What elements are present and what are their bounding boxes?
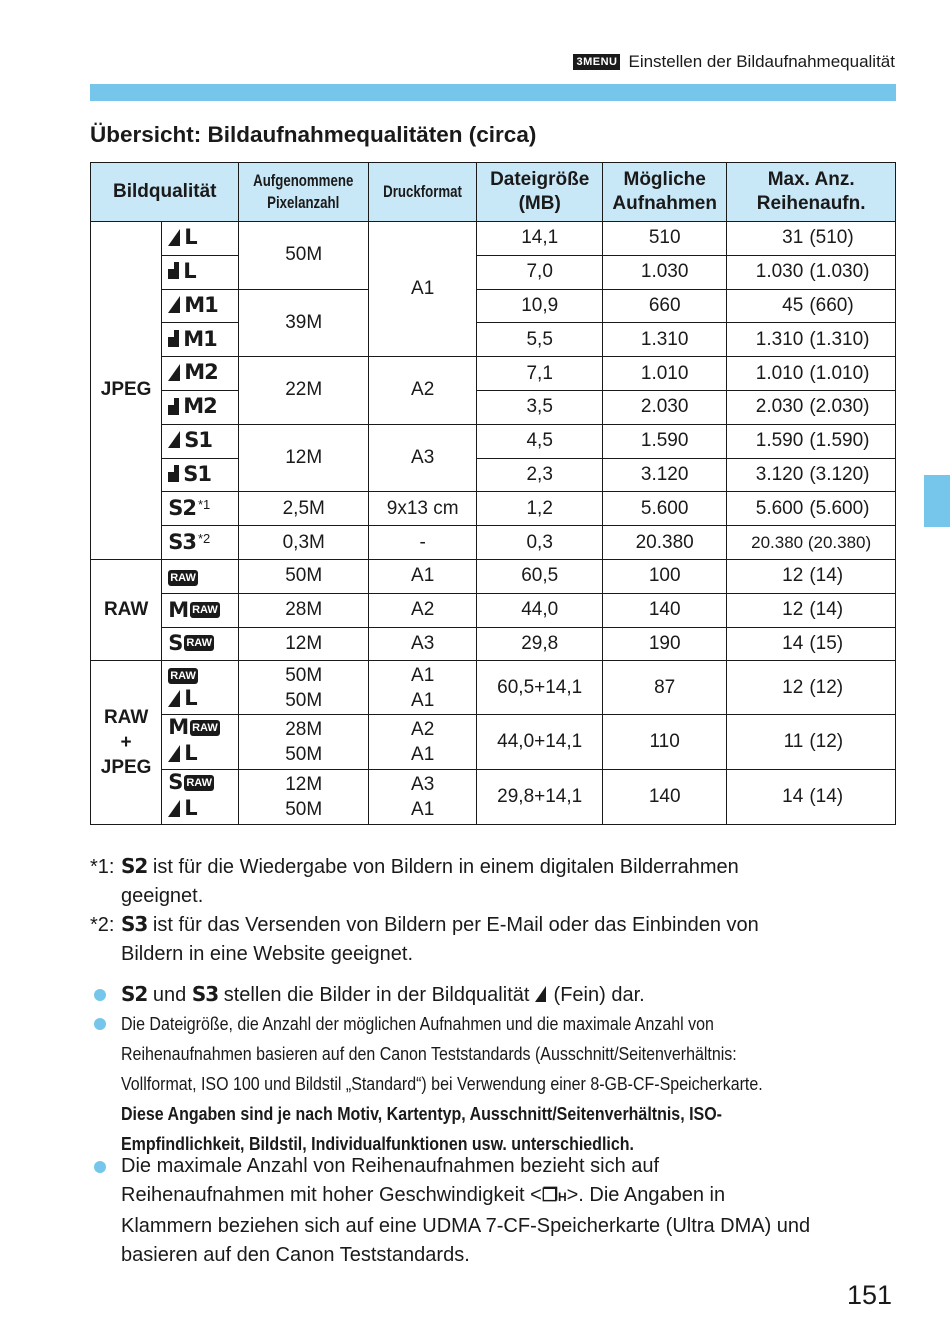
quality-icon-sraw-large-fine: S RAW L xyxy=(162,770,239,825)
burst-cell: 12 (14) xyxy=(727,593,896,627)
size-cell: 5,5 xyxy=(477,323,603,357)
col-header-size: Dateigröße (MB) xyxy=(477,163,603,222)
quality-icon-m2-fine: M2 xyxy=(162,357,239,391)
print-cell: A3 A1 xyxy=(368,770,476,825)
burst-cell: 31 (510) xyxy=(727,222,896,256)
col-header-burst: Max. Anz. Reihenaufn. xyxy=(727,163,896,222)
burst-cell: 2.030 (2.030) xyxy=(727,390,896,424)
burst-cell: 12 (12) xyxy=(727,661,896,715)
shots-cell: 110 xyxy=(603,715,727,770)
normal-icon xyxy=(168,398,179,415)
burst-cell: 3.120 (3.120) xyxy=(727,458,896,492)
footnote-1: *1: S2 ist für die Wiedergabe von Bildern in einem digitalen Bilderrahmen geeignet. xyxy=(90,854,739,907)
table-row xyxy=(91,661,896,715)
table-row xyxy=(91,289,896,323)
pixels-cell: 12M xyxy=(239,627,368,661)
pixels-cell: 12M 50M xyxy=(239,770,368,825)
bullet-icon xyxy=(94,989,106,1001)
header-title: Einstellen der Bildaufnahmequalität xyxy=(628,52,895,71)
section-title: Übersicht: Bildaufnahmequalitäten (circa) xyxy=(90,122,537,147)
shots-cell: 190 xyxy=(603,627,727,661)
print-cell: A2 A1 xyxy=(368,715,476,770)
raw-icon: RAW xyxy=(186,637,212,650)
table-row xyxy=(91,770,896,825)
bullet-2: Die Dateigröße, die Anzahl der möglichen Aufnahmen und die maximale Anzahl von Reihenaufnahmen basieren auf den Canon Teststandards (Ausschnitt/Seitenverhältnis: Vollformat, ISO 100 und Bildstil „Standard“) bei Verwendung einer 8-GB-CF-Speicherkarte. Diese Angaben sind je nach Motiv, Kartentyp, Ausschnitt/Seitenverhältnis, ISO- Empfindlichkeit, Bildstil, Individualfunktionen usw. unterschiedlich. xyxy=(90,1009,890,1159)
table-row xyxy=(91,255,896,289)
burst-cell: 1.310 (1.310) xyxy=(727,323,896,357)
s3-icon: S3 xyxy=(121,912,148,936)
pixels-cell: 50M 50M xyxy=(239,661,368,715)
pixels-cell: 28M 50M xyxy=(239,715,368,770)
footnote-2: *2: S3 ist für das Versenden von Bildern per E-Mail oder das Einbinden von Bildern in eine Website geeignet. xyxy=(90,912,759,965)
fine-icon xyxy=(168,745,180,762)
pixels-cell: 0,3M xyxy=(239,526,368,560)
pixels-cell: 39M xyxy=(239,289,368,357)
burst-cell: 14 (14) xyxy=(727,770,896,825)
burst-cell: 11 (12) xyxy=(727,715,896,770)
quality-icon-mraw-large-fine: M RAW L xyxy=(162,715,239,770)
size-cell: 0,3 xyxy=(477,526,603,560)
size-cell: 2,3 xyxy=(477,458,603,492)
quality-icon-m2-normal: M2 xyxy=(162,390,239,424)
group-jpeg: JPEG xyxy=(91,222,162,560)
bullet-3: Die maximale Anzahl von Reihenaufnahmen bezieht sich auf Reihenaufnahmen mit hoher Geschwindigkeit <❐H>. Die Angaben in Klammern beziehen sich auf eine UDMA 7-CF-Speicherkarte (Ultra DMA) und basieren auf den Canon Teststandards. xyxy=(90,1152,890,1270)
table-row xyxy=(91,357,896,391)
fine-icon xyxy=(168,800,180,817)
table-row xyxy=(91,492,896,526)
col-header-quality: Bildqualität xyxy=(91,163,239,222)
quality-icon-raw-large-fine: RAW L xyxy=(162,661,239,715)
table-row xyxy=(91,559,896,593)
raw-icon: RAW xyxy=(192,603,218,616)
size-cell: 44,0 xyxy=(477,593,603,627)
fine-icon xyxy=(168,296,180,313)
table-row xyxy=(91,424,896,458)
pixels-cell: 2,5M xyxy=(239,492,368,526)
fine-icon xyxy=(168,431,180,448)
chapter-tab xyxy=(924,475,950,527)
header-bar xyxy=(90,84,896,101)
raw-icon: RAW xyxy=(170,670,196,683)
col-header-shots: Mögliche Aufnahmen xyxy=(603,163,727,222)
shots-cell: 1.030 xyxy=(603,255,727,289)
page-header xyxy=(573,52,895,72)
table-row xyxy=(91,627,896,661)
shots-cell: 660 xyxy=(603,289,727,323)
shots-cell: 5.600 xyxy=(603,492,727,526)
burst-cell: 1.590 (1.590) xyxy=(727,424,896,458)
shots-cell: 87 xyxy=(603,661,727,715)
bullet-icon xyxy=(94,1018,106,1030)
table-row xyxy=(91,323,896,357)
s2-icon: S2 xyxy=(121,854,148,878)
pixels-cell: 50M xyxy=(239,559,368,593)
quality-icon-s2: S2 *1 xyxy=(162,492,239,526)
quality-icon-s1-fine: S1 xyxy=(162,424,239,458)
print-cell: A2 xyxy=(368,357,476,425)
group-raw: RAW xyxy=(91,559,162,660)
print-cell: A3 xyxy=(368,424,476,492)
print-cell: 9x13 cm xyxy=(368,492,476,526)
fine-icon xyxy=(168,364,180,381)
print-cell: A1 A1 xyxy=(368,661,476,715)
shots-cell: 140 xyxy=(603,593,727,627)
table-row xyxy=(91,390,896,424)
quality-icon-m1-fine: M1 xyxy=(162,289,239,323)
burst-cell: 1.030 (1.030) xyxy=(727,255,896,289)
shots-cell: 3.120 xyxy=(603,458,727,492)
shots-cell: 1.590 xyxy=(603,424,727,458)
pixels-cell: 50M xyxy=(239,222,368,290)
size-cell: 1,2 xyxy=(477,492,603,526)
quality-icon-sraw: S RAW xyxy=(162,627,239,661)
table-row xyxy=(91,222,896,256)
bullet-icon xyxy=(94,1161,106,1173)
pixels-cell: 28M xyxy=(239,593,368,627)
raw-icon: RAW xyxy=(192,721,218,734)
quality-table xyxy=(90,162,896,825)
shots-cell: 140 xyxy=(603,770,727,825)
size-cell: 4,5 xyxy=(477,424,603,458)
print-cell: - xyxy=(368,526,476,560)
shots-cell: 1.010 xyxy=(603,357,727,391)
high-speed-continuous-icon: ❐H xyxy=(541,1185,567,1205)
shots-cell: 1.310 xyxy=(603,323,727,357)
shots-cell: 2.030 xyxy=(603,390,727,424)
fine-icon xyxy=(168,229,180,246)
raw-icon: RAW xyxy=(170,572,196,585)
quality-icon-mraw: M RAW xyxy=(162,593,239,627)
size-cell: 60,5 xyxy=(477,559,603,593)
page-number: 151 xyxy=(846,1280,892,1310)
quality-icon-m1-normal: M1 xyxy=(162,323,239,357)
quality-icon-s1-normal: S1 xyxy=(162,458,239,492)
size-cell: 44,0+14,1 xyxy=(477,715,603,770)
menu-tab-icon: 3MENU xyxy=(573,54,620,70)
shots-cell: 510 xyxy=(603,222,727,256)
burst-cell: 12 (14) xyxy=(727,559,896,593)
shots-cell: 20.380 xyxy=(603,526,727,560)
print-cell: A1 xyxy=(368,222,476,357)
bullet-1: S2 und S3 stellen die Bilder in der Bildqualität (Fein) dar. xyxy=(90,980,890,1010)
pixels-cell: 12M xyxy=(239,424,368,492)
size-cell: 7,0 xyxy=(477,255,603,289)
print-cell: A3 xyxy=(368,627,476,661)
size-cell: 3,5 xyxy=(477,390,603,424)
size-cell: 29,8+14,1 xyxy=(477,770,603,825)
normal-icon xyxy=(168,330,179,347)
burst-cell: 1.010 (1.010) xyxy=(727,357,896,391)
fine-icon xyxy=(168,690,180,707)
print-cell: A2 xyxy=(368,593,476,627)
table-row xyxy=(91,526,896,560)
burst-cell: 20.380 (20.380) xyxy=(727,526,896,560)
pixels-cell: 22M xyxy=(239,357,368,425)
table-row xyxy=(91,458,896,492)
size-cell: 10,9 xyxy=(477,289,603,323)
burst-cell: 14 (15) xyxy=(727,627,896,661)
table-row xyxy=(91,715,896,770)
group-raw-jpeg: RAW + JPEG xyxy=(91,661,162,825)
normal-icon xyxy=(168,262,179,279)
size-cell: 7,1 xyxy=(477,357,603,391)
col-header-pixels: Aufgenommene Pixelanzahl xyxy=(239,163,368,222)
burst-cell: 5.600 (5.600) xyxy=(727,492,896,526)
shots-cell: 100 xyxy=(603,559,727,593)
size-cell: 14,1 xyxy=(477,222,603,256)
print-cell: A1 xyxy=(368,559,476,593)
col-header-print: Druckformat xyxy=(368,163,476,222)
normal-icon xyxy=(168,465,179,482)
burst-cell: 45 (660) xyxy=(727,289,896,323)
size-cell: 29,8 xyxy=(477,627,603,661)
quality-icon-s3: S3 *2 xyxy=(162,526,239,560)
table-header-row xyxy=(91,163,896,222)
table-row xyxy=(91,593,896,627)
quality-icon-raw xyxy=(162,559,239,593)
fine-icon xyxy=(535,986,546,1002)
quality-icon-large-normal: L xyxy=(162,255,239,289)
quality-icon-large-fine: L xyxy=(162,222,239,256)
size-cell: 60,5+14,1 xyxy=(477,661,603,715)
raw-icon: RAW xyxy=(186,776,212,789)
